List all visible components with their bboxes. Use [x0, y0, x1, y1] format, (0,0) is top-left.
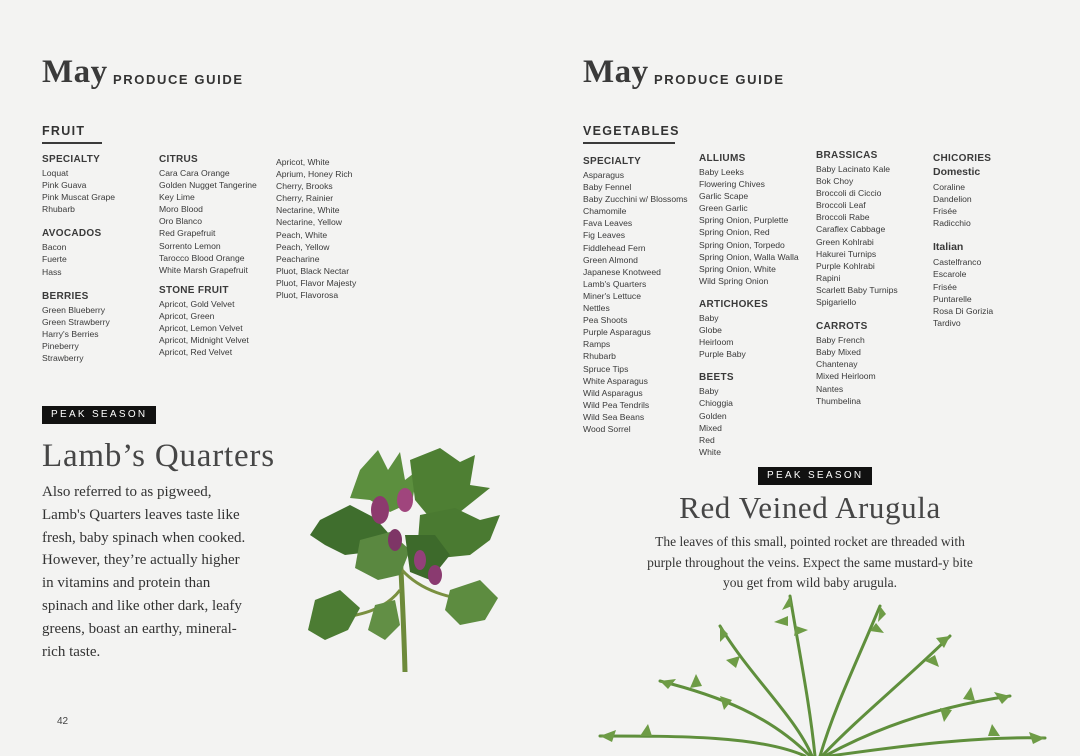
- list-item: Heirloom: [699, 337, 734, 348]
- list-item: Apricot, Red Velvet: [159, 347, 233, 358]
- list-item: Harry's Berries: [42, 328, 99, 339]
- list-item: Oro Blanco: [159, 216, 202, 227]
- category-heading: CHICORIES: [933, 153, 992, 164]
- list-item: Baby: [699, 386, 719, 397]
- list-item: Nectarine, White: [276, 205, 340, 216]
- list-item: Loquat: [42, 168, 69, 178]
- list-item: Wild Sea Beans: [583, 411, 645, 422]
- list-item: Coraline: [933, 182, 966, 192]
- list-item: Cherry, Rainier: [276, 193, 334, 204]
- list-item: Green Kohlrabi: [816, 236, 874, 247]
- list-item: Pea Shoots: [583, 315, 628, 326]
- list-item: Green Garlic: [699, 203, 748, 214]
- list-item: Bok Choy: [816, 176, 854, 187]
- list-item: Aprium, Honey Rich: [276, 169, 353, 180]
- section-rule: [42, 142, 102, 144]
- list-item: Hakurei Turnips: [816, 248, 877, 259]
- subcategory-heading: Domestic: [933, 166, 981, 178]
- list-item: Apricot, Gold Velvet: [159, 298, 235, 309]
- category-heading: SPECIALTY: [42, 154, 101, 165]
- list-item: Rhubarb: [42, 204, 75, 215]
- list-item: Baby: [699, 312, 719, 323]
- feature-line: rich taste.: [42, 643, 101, 660]
- list-item: Puntarelle: [933, 293, 972, 304]
- list-item: Apricot, Midnight Velvet: [159, 335, 249, 346]
- list-item: Pink Guava: [42, 180, 87, 191]
- list-item: Cherry, Brooks: [276, 181, 333, 192]
- fruit-column-1: [42, 154, 157, 364]
- list-item: Sorrento Lemon: [159, 240, 221, 251]
- list-item: Broccoli Rabe: [816, 212, 870, 223]
- list-item: Red: [699, 434, 715, 445]
- peak-season-badge: PEAK SEASON: [758, 467, 872, 485]
- list-item: Key Lime: [159, 192, 195, 203]
- list-item: Green Almond: [583, 254, 638, 265]
- list-item: Baby Lacinato Kale: [816, 164, 891, 174]
- page-title-guide: PRODUCE GUIDE: [654, 72, 785, 87]
- list-item: Miner's Lettuce: [583, 290, 642, 301]
- list-item: Lamb's Quarters: [583, 278, 647, 289]
- lambs-quarters-illustration: [300, 440, 510, 680]
- list-item: Baby Fennel: [583, 182, 632, 193]
- list-item: Golden Nugget Tangerine: [159, 180, 257, 191]
- feature-line: However, they’re actually higher: [42, 552, 240, 569]
- list-item: Spring Onion, Purplette: [699, 215, 789, 226]
- list-item: Flowering Chives: [699, 179, 765, 190]
- list-item: Strawberry: [42, 353, 84, 364]
- list-item: Tardivo: [933, 317, 961, 328]
- list-item: Golden: [699, 410, 727, 421]
- list-item: Green Strawberry: [42, 316, 110, 327]
- list-item: Apricot, Green: [159, 310, 215, 321]
- list-item: Wild Pea Tendrils: [583, 399, 650, 410]
- feature-line: The leaves of this small, pointed rocket are threaded with: [655, 534, 965, 549]
- list-item: White: [699, 446, 721, 457]
- list-item: Peach, Yellow: [276, 241, 330, 252]
- list-item: Purple Asparagus: [583, 327, 651, 338]
- list-item: Asparagus: [583, 170, 625, 180]
- list-item: Fuerte: [42, 254, 67, 265]
- list-item: Escarole: [933, 269, 967, 280]
- feature-line: you get from wild baby arugula.: [723, 575, 897, 590]
- list-item: Purple Kohlrabi: [816, 260, 875, 271]
- category-heading: SPECIALTY: [583, 156, 642, 167]
- feature-line: spinach and like other dark, leafy: [42, 597, 242, 614]
- subcategory-heading: Italian: [933, 241, 964, 254]
- list-item: Pluot, Flavorosa: [276, 290, 339, 301]
- list-item: White Marsh Grapefruit: [159, 264, 248, 275]
- list-item: Fiddlehead Fern: [583, 242, 646, 253]
- list-item: Pluot, Black Nectar: [276, 265, 350, 276]
- list-item: Fava Leaves: [583, 218, 633, 229]
- list-item: Thumbelina: [816, 395, 861, 406]
- list-item: Spring Onion, Red: [699, 227, 770, 238]
- list-item: Moro Blood: [159, 204, 203, 215]
- list-item: Ramps: [583, 339, 611, 350]
- list-item: Cara Cara Orange: [159, 168, 230, 178]
- list-item: Dandelion: [933, 194, 972, 205]
- list-item: Baby Zucchini w/ Blossoms: [583, 194, 688, 205]
- list-item: Frisée: [933, 206, 957, 217]
- list-item: Wild Asparagus: [583, 387, 643, 398]
- list-item: Radicchio: [933, 218, 971, 229]
- section-heading-vegetables: VEGETABLES: [583, 124, 680, 138]
- list-item: Purple Baby: [699, 349, 746, 360]
- list-item: Spring Onion, White: [699, 263, 776, 274]
- list-item: Green Blueberry: [42, 304, 106, 315]
- feature-description: [42, 481, 292, 663]
- category-heading: STONE FRUIT: [159, 284, 229, 296]
- list-item: Japanese Knotweed: [583, 266, 661, 277]
- list-item: Peacharine: [276, 253, 320, 264]
- list-item: Chioggia: [699, 398, 733, 409]
- vegetable-column-4: [933, 153, 1048, 329]
- list-item: Chantenay: [816, 359, 858, 370]
- list-item: Frisée: [933, 281, 957, 292]
- page-number: 42: [57, 716, 69, 727]
- list-item: Globe: [699, 325, 722, 336]
- peak-season-badge: PEAK SEASON: [42, 406, 156, 424]
- category-heading: BEETS: [699, 372, 734, 384]
- list-item: Peach, White: [276, 229, 328, 240]
- list-item: Caraflex Cabbage: [816, 224, 886, 235]
- list-item: Rapini: [816, 272, 841, 283]
- list-item: Apricot, Lemon Velvet: [159, 323, 243, 334]
- feature-line: greens, boast an earthy, mineral-: [42, 620, 237, 637]
- list-item: Castelfranco: [933, 257, 982, 268]
- category-heading: BRASSICAS: [816, 150, 878, 161]
- category-heading: ARTICHOKES: [699, 298, 769, 310]
- section-rule: [583, 142, 675, 144]
- list-item: Spring Onion, Walla Walla: [699, 251, 799, 262]
- list-item: Pineberry: [42, 340, 79, 351]
- list-item: Spring Onion, Torpedo: [699, 239, 785, 250]
- category-heading: ALLIUMS: [699, 153, 746, 164]
- list-item: Broccoli Leaf: [816, 200, 866, 211]
- list-item: Scarlett Baby Turnips: [816, 284, 898, 295]
- page-title-month: May: [583, 54, 649, 90]
- feature-line: Also referred to as pigweed,: [42, 484, 212, 500]
- list-item: Chamomile: [583, 206, 627, 217]
- list-item: Red Grapefruit: [159, 228, 216, 239]
- list-item: Spigariello: [816, 297, 857, 308]
- section-heading-fruit: FRUIT: [42, 124, 86, 138]
- feature-line: fresh, baby spinach when cooked.: [42, 529, 246, 546]
- list-item: Mixed Heirloom: [816, 371, 876, 382]
- feature-line: Lamb's Quarters leaves taste like: [42, 506, 240, 523]
- list-item: Baby French: [816, 335, 865, 346]
- vegetable-column-1: [583, 156, 698, 435]
- list-item: Fig Leaves: [583, 230, 626, 241]
- feature-description: [540, 532, 1080, 594]
- arugula-illustration: [580, 586, 1050, 756]
- feature-line: purple throughout the veins. Expect the same mustard-y bite: [647, 554, 973, 570]
- fruit-column-2: [159, 154, 274, 358]
- list-item: Pluot, Flavor Majesty: [276, 277, 357, 288]
- feature-title: Red Veined Arugula: [679, 490, 941, 525]
- page-title-guide: PRODUCE GUIDE: [113, 72, 244, 87]
- category-heading: CARROTS: [816, 321, 868, 333]
- vegetable-column-2: [699, 153, 814, 458]
- list-item: Baby Leeks: [699, 167, 744, 177]
- category-heading: BERRIES: [42, 290, 89, 302]
- list-item: Nantes: [816, 383, 844, 394]
- list-item: Bacon: [42, 242, 67, 253]
- vegetable-column-3: [816, 150, 931, 407]
- list-item: Apricot, White: [276, 157, 330, 167]
- list-item: Wild Spring Onion: [699, 275, 769, 286]
- list-item: Baby Mixed: [816, 347, 861, 358]
- list-item: Pink Muscat Grape: [42, 192, 116, 203]
- list-item: Rhubarb: [583, 351, 616, 362]
- feature-title: Lamb’s Quarters: [42, 438, 275, 474]
- page-title-month: May: [42, 54, 108, 90]
- list-item: Nettles: [583, 303, 610, 314]
- list-item: Wood Sorrel: [583, 423, 631, 434]
- feature-line: in vitamins and protein than: [42, 575, 211, 592]
- fruit-column-3: [276, 156, 391, 301]
- category-heading: AVOCADOS: [42, 228, 102, 240]
- list-item: Rosa Di Gorizia: [933, 305, 994, 316]
- list-item: Garlic Scape: [699, 191, 749, 202]
- list-item: Broccoli di Ciccio: [816, 188, 882, 199]
- list-item: Mixed: [699, 422, 722, 433]
- list-item: Hass: [42, 266, 62, 277]
- list-item: White Asparagus: [583, 375, 648, 386]
- right-page: [540, 0, 1080, 756]
- category-heading: CITRUS: [159, 154, 199, 165]
- list-item: Tarocco Blood Orange: [159, 252, 245, 263]
- list-item: Nectarine, Yellow: [276, 217, 342, 228]
- list-item: Spruce Tips: [583, 363, 629, 374]
